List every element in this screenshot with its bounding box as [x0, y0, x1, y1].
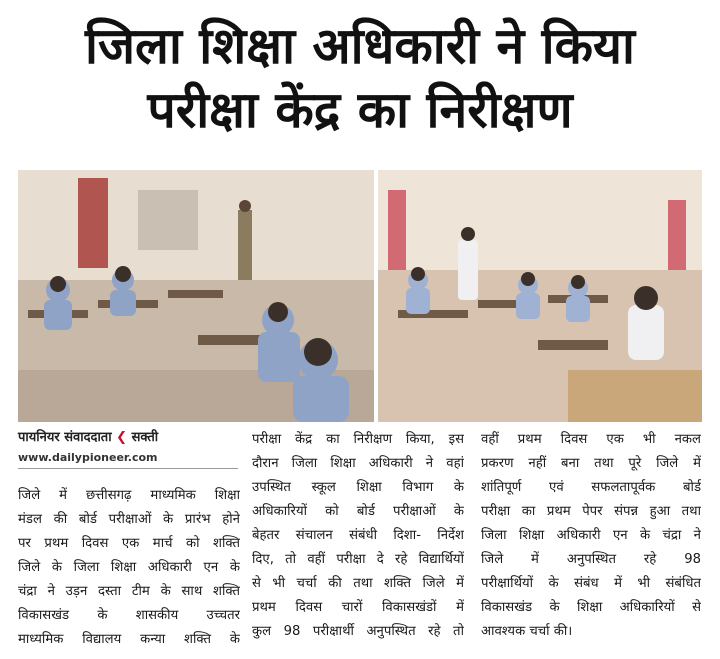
byline-divider — [18, 468, 238, 469]
exam-hall-photo-right — [378, 170, 702, 422]
article-column-3 — [481, 428, 701, 644]
article-line: माध्यमिक विद्यालय कन्या शक्ति के — [18, 632, 240, 647]
reporter-name: पायनियर संवाददाता — [18, 430, 112, 445]
article-line: वहीं प्रथम दिवस एक भी नकल — [481, 432, 701, 447]
article-line: शांतिपूर्ण एवं सफलतापूर्वक बोर्ड — [481, 480, 701, 495]
headline-line-1: जिला शिक्षा अधिकारी ने किया — [85, 17, 635, 75]
article-line: आवश्यक चर्चा की। — [481, 624, 573, 639]
article-line: दौरान जिला शिक्षा अधिकारी ने वहां — [252, 456, 464, 471]
article-line: चंद्रा ने उड़न दस्ता टीम के साथ शक्ति — [18, 584, 240, 599]
website-url: www.dailypioneer.com — [18, 451, 158, 464]
article-line: परीक्षा केंद्र का निरीक्षण किया, इस — [252, 432, 464, 447]
article-line: जिले के जिला शिक्षा अधिकारी एन के — [18, 560, 240, 575]
article-line: जिला शिक्षा अधिकारी एन के चंद्रा ने — [481, 528, 701, 543]
article-line: अधिकारियों को बोर्ड परीक्षाओं के — [252, 504, 464, 519]
article-line: मंडल की बोर्ड परीक्षाओं के प्रारंभ होने — [18, 512, 240, 527]
exam-hall-photo-left-image — [18, 170, 374, 422]
arrow-left-icon: ❮ — [116, 430, 128, 445]
article-line: दिए, तो वहीं परीक्षा दे रहे विद्यार्थियों — [252, 552, 464, 567]
article-line: से भी चर्चा की तथा शक्ति जिले में — [252, 576, 464, 591]
article-line: प्रकरण नहीं बना तथा पूरे जिले में — [481, 456, 701, 471]
article-line: कुल 98 परीक्षार्थी अनुपस्थित रहे तो — [252, 624, 464, 639]
article-column-1 — [18, 484, 240, 652]
exam-hall-photo-left — [18, 170, 374, 422]
dateline-place: सक्ती — [131, 430, 159, 445]
article-line: विकासखंड के शासकीय उच्चतर — [18, 608, 240, 623]
article-line: जिले में छत्तीसगढ़ माध्यमिक शिक्षा — [18, 488, 240, 503]
exam-hall-photo-right-image — [378, 170, 702, 422]
byline — [18, 427, 243, 445]
article-line: परीक्षार्थियों के संबंध में भी संबंधित — [481, 576, 701, 591]
article-line: विकासखंड के शिक्षा अधिकारियों से — [481, 600, 701, 615]
article-line: प्रथम दिवस चारों विकासखंडों में — [252, 600, 464, 615]
article-line: जिले में अनुपस्थित रहे 98 — [481, 552, 701, 567]
article-line: बेहतर संचालन संबंधी दिशा- निर्देश — [252, 528, 464, 543]
photo-strip — [18, 170, 702, 422]
article-column-2 — [252, 428, 464, 644]
article-line: परीक्षा का प्रथम पेपर संपन्न हुआ तथा — [481, 504, 701, 519]
headline-line-2: परीक्षा केंद्र का निरीक्षण — [147, 81, 573, 139]
article-line: पर प्रथम दिवस एक मार्च को शक्ति — [18, 536, 240, 551]
headline — [0, 14, 720, 142]
article-line: उपस्थित स्कूल शिक्षा विभाग के — [252, 480, 464, 495]
